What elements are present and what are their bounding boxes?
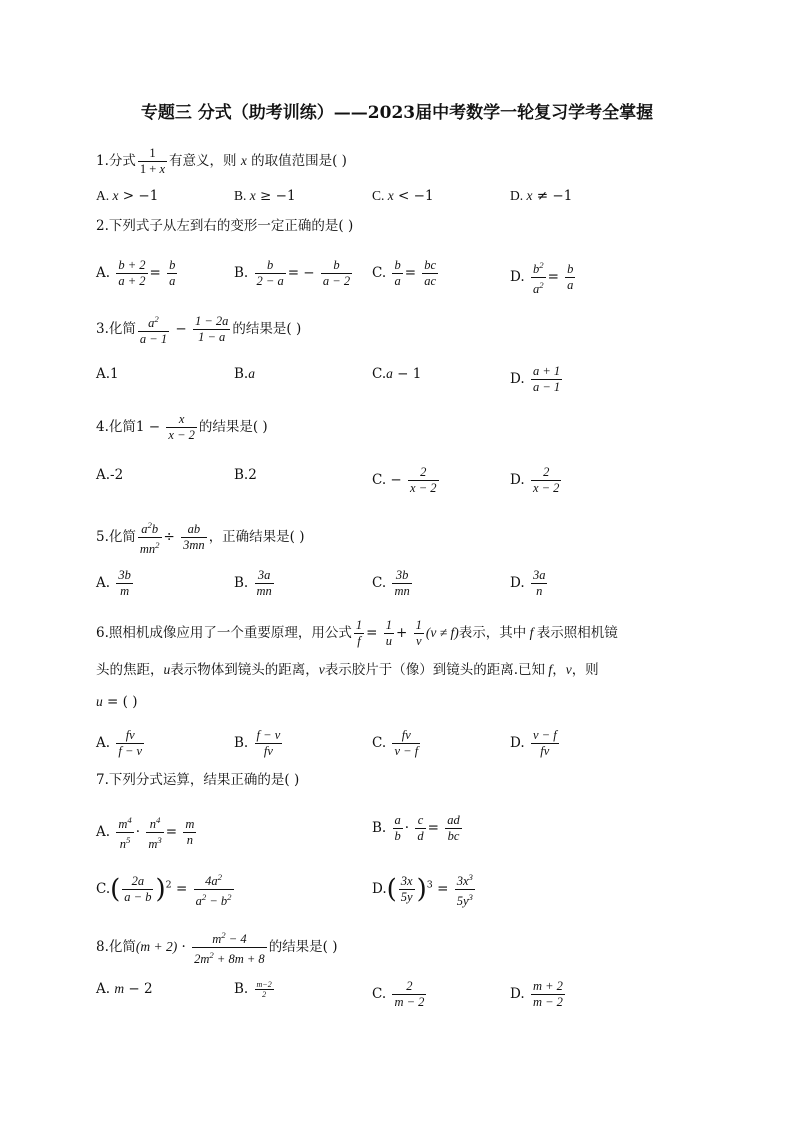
q8-option-b[interactable]: B. $\frac{m-2}{2}$ — [234, 980, 272, 999]
q6-option-a[interactable]: A. $\frac{fv}{f - v}$ — [96, 728, 143, 758]
q8-option-c[interactable]: C. $\frac{2}{m - 2}$ — [372, 979, 425, 1009]
q2-option-a[interactable]: A. $\frac{b + 2}{a + 2}$ = $\frac{b}{a}$ — [96, 258, 176, 288]
page-title: 专题三 分式（助考训练）——2023届中考数学一轮复习学考全掌握 — [140, 103, 654, 123]
question-7: 7.下列分式运算，结果正确的是( ) — [96, 772, 300, 788]
q1-prefix: 1.分式 — [96, 153, 136, 169]
q4-option-b[interactable]: B.2 — [234, 467, 257, 483]
q6-option-c[interactable]: C. $\frac{fv}{v - f}$ — [372, 728, 419, 758]
q6-option-b[interactable]: B. $\frac{f - v}{fv}$ — [234, 728, 281, 758]
q4-option-c[interactable]: C. − $\frac{2}{x - 2}$ — [372, 465, 437, 495]
q1-option-d[interactable]: D. x ≠ −1 — [510, 188, 573, 204]
q3-option-d[interactable]: D. $\frac{a + 1}{a - 1}$ — [510, 364, 561, 394]
q4-option-a[interactable]: A.-2 — [96, 467, 124, 483]
q5-option-d[interactable]: D. $\frac{3a}{n}$ — [510, 568, 546, 598]
q2-option-c[interactable]: C. $\frac{b}{a}$ = $\frac{bc}{ac}$ — [372, 258, 437, 288]
q8-option-a[interactable]: A. m − 2 — [96, 981, 153, 997]
q7-option-b[interactable]: B. $\frac{a}{b}$ · $\frac{c}{d}$ = $\frac{ad}{bc}$ — [372, 813, 460, 843]
question-8: 8.化简(m + 2) · $\frac{m^2 - 4}{2m^2 + 8m + 8}$ 的结果是( ) — [96, 930, 338, 967]
q5-option-a[interactable]: A. $\frac{3b}{m}$ — [96, 568, 131, 598]
question-2: 2.下列式子从左到右的变形一定正确的是( ) — [96, 218, 354, 234]
q1-option-b[interactable]: B. x ≥ −1 — [234, 188, 296, 204]
q2-option-d[interactable]: D. $\frac{b^2}{a^2}$ = $\frac{b}{a}$ — [510, 260, 574, 297]
q6-option-d[interactable]: D. $\frac{v - f}{fv}$ — [510, 728, 557, 758]
question-6-line-3: u = ( ) — [96, 694, 138, 710]
question-6-line-2: 头的焦距，u表示物体到镜头的距离，v表示胶片于（像）到镜头的距离.已知 f，v，则 — [96, 662, 599, 678]
q7-option-a[interactable]: A. $\frac{m^4}{n^5}$ · $\frac{n^4}{m^3}$ = $\frac{m}{n}$ — [96, 815, 195, 852]
q1-fraction: $\frac{1}{1 + x}$ — [139, 146, 166, 176]
q5-option-c[interactable]: C. $\frac{3b}{mn}$ — [372, 568, 410, 598]
q4-option-d[interactable]: D. $\frac{2}{x - 2}$ — [510, 465, 560, 495]
question-1: 1.分式 $\frac{1}{1 + x}$ 有意义，则 x 的取值范围是( ) — [96, 146, 347, 176]
q7-option-c[interactable]: C.( $\frac{2a}{a - b}$ )$^2$ = $\frac{4a^2}{a^2 - b^2}$ — [96, 872, 232, 909]
q5-option-b[interactable]: B. $\frac{3a}{mn}$ — [234, 568, 272, 598]
q3-option-a[interactable]: A.1 — [96, 366, 119, 382]
q3-option-c[interactable]: C.a − 1 — [372, 366, 422, 382]
question-6-line-1: 6.照相机成像应用了一个重要原理，用公式 $\frac{1}{f}$ = $\frac{1}{u}$ + $\frac{1}{v}$ (v ≠ f)表示，其中 f 表示照相机镜 — [96, 618, 618, 648]
question-4: 4.化简1 − $\frac{x}{x - 2}$ 的结果是( ) — [96, 412, 268, 442]
q7-option-d[interactable]: D.( $\frac{3x}{5y}$ )$^3$ = $\frac{3x^3}{5y^3}$ — [372, 872, 473, 909]
q3-option-b[interactable]: B.a — [234, 366, 255, 382]
question-5: 5.化简 $\frac{a^2b}{mn^2}$ ÷ $\frac{ab}{3mn}$ ，正确结果是( ) — [96, 520, 305, 557]
q1-option-c[interactable]: C. x < −1 — [372, 188, 434, 204]
q8-option-d[interactable]: D. $\frac{m + 2}{m - 2}$ — [510, 979, 563, 1009]
q2-option-b[interactable]: B. $\frac{b}{2 - a}$ = − $\frac{b}{a - 2}$ — [234, 258, 351, 288]
q1-option-a[interactable]: A. x > −1 — [96, 188, 159, 204]
question-3: 3.化简 $\frac{a^2}{a - 1}$ − $\frac{1 - 2a}{1 - a}$ 的结果是( ) — [96, 314, 302, 347]
